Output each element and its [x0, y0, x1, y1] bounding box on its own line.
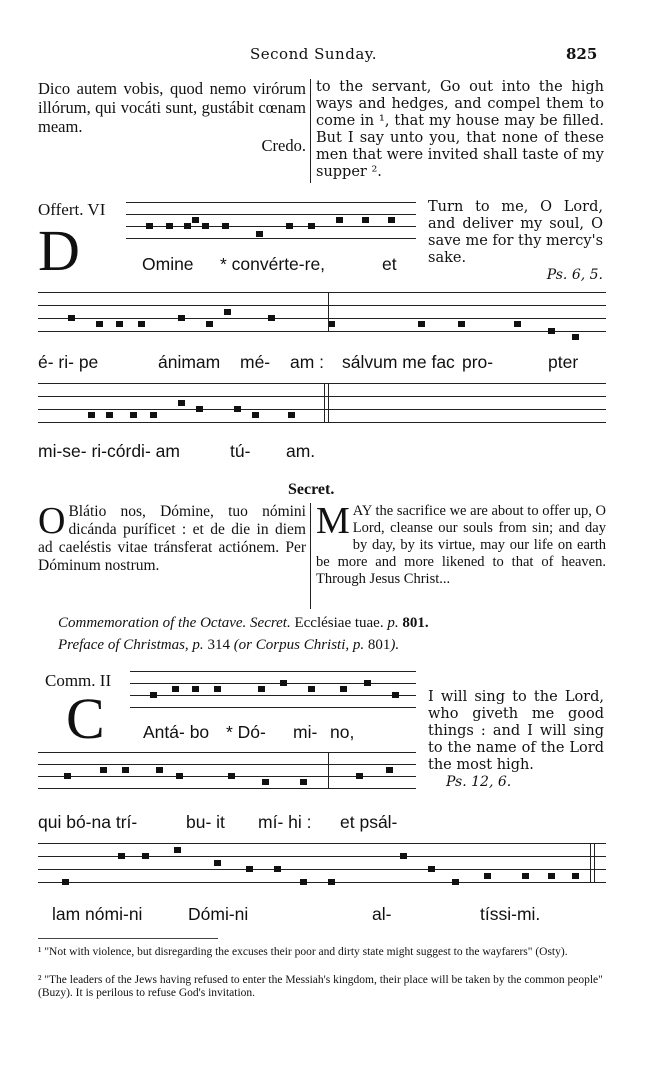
communion-lyric-2a: qui bó-na trí- — [38, 812, 138, 832]
preface-text: Preface of Christmas, p. — [58, 637, 204, 653]
communion-lyric-3c: al- — [372, 904, 392, 924]
offertory-label: Offert. VI — [38, 200, 106, 219]
communion-lyric-3b: Dómi-ni — [188, 904, 249, 924]
commemoration-text: Commemoration of the Octave. Secret. — [58, 615, 291, 631]
secret-title: Secret. — [288, 481, 335, 498]
offertory-lyric-1c: et — [382, 254, 397, 274]
offertory-lyric-2a: é- ri- pe — [38, 352, 99, 372]
preface-page: 314 — [207, 637, 230, 653]
page-number: 825 — [566, 45, 598, 63]
communion-staff-2 — [38, 752, 416, 798]
secret-latin — [38, 500, 306, 575]
secret-english — [316, 500, 606, 588]
communion-lyric-1a: Antá- bo — [143, 722, 210, 742]
preface-alt: (or Corpus Christi, p. — [233, 637, 365, 653]
communion-lyric-3a: lam nómi-ni — [52, 904, 143, 924]
gospel-latin — [38, 79, 306, 155]
offertory-lyric-1a: Omine — [142, 254, 194, 274]
communion-lyric-1d: no, — [330, 722, 355, 742]
secret-latin-text: Blátio nos, Dómine, tuo nómini dicánda puríficet : et de die in diem ad caeléstis vitae tránsferat actiónem. Per Dóminum nostrum. — [38, 503, 306, 574]
offertory-lyric-2b: ánimam — [158, 352, 221, 372]
communion-english — [428, 689, 604, 791]
footnote-rule — [38, 938, 218, 939]
secret-english-text: AY the sacrifice we are about to offer up, O Lord, cleanse our souls from sin; and day by day, by its virtue, may our life on earth be more and more likened to that of heaven. Through Jesus Christ... — [316, 503, 606, 587]
communion-initial: C — [66, 686, 105, 751]
offertory-lyric-3b: tú- — [230, 441, 251, 461]
gospel-english: to the servant, Go out into the high ways and hedges, and compel them to come in ¹, that my house may be filled. But I say unto you, that none of these men that were invited shall taste of my supper ². — [316, 79, 604, 180]
offertory-ref: Ps. 6, 5. — [546, 267, 603, 283]
footnote-1: ¹ "Not with violence, but disregarding the excuses their poor and dirty state might suggest to the wayfarers" (Osty). — [38, 946, 568, 958]
offertory-lyric-2c: mé- — [240, 352, 271, 372]
preface-line — [58, 637, 399, 654]
secret-column-divider — [310, 503, 311, 609]
offertory-lyric-1b: * convérte-re, — [220, 254, 326, 274]
running-title: Second Sunday. — [250, 45, 378, 63]
offertory-lyric-2d: am : — [290, 352, 325, 372]
communion-lyric-2b: bu- it — [186, 812, 225, 832]
communion-label: Comm. II — [45, 671, 112, 690]
offertory-initial: D — [38, 218, 80, 283]
communion-lyric-3d: tíssi-mi. — [480, 904, 541, 924]
commemoration-page-prefix: p. — [387, 615, 399, 631]
offertory-staff-2 — [38, 292, 606, 340]
footnote-2: ² "The leaders of the Jews having refused to enter the Messiah's kingdom, their place will be taken by the common people" (Buzy). It is perilous to refuse God's invitation. — [38, 974, 603, 999]
commemoration-incipit: Ecclésiae tuae. — [294, 615, 384, 631]
communion-english-text: I will sing to the Lord, who giveth me good things : and I will sing to the name of the Lord the most high. — [428, 689, 604, 773]
communion-staff-1 — [130, 671, 416, 713]
credo-label: Credo. — [261, 136, 306, 155]
offertory-staff-1 — [126, 202, 416, 244]
offertory-lyric-3c: am. — [286, 441, 316, 461]
secret-english-initial: M — [316, 500, 350, 542]
communion-lyric-1c: mi- — [293, 722, 318, 742]
column-divider — [310, 79, 311, 183]
communion-lyric-1b: * Dó- — [226, 722, 266, 742]
gospel-latin-text: Dico autem vobis, quod nemo virórum illórum, qui vocáti sunt, gustábit cœnam meam. — [38, 79, 306, 136]
offertory-staff-3 — [38, 383, 606, 431]
communion-lyric-2c: mí- hi : — [258, 812, 312, 832]
preface-close: ). — [390, 637, 400, 653]
offertory-english — [428, 199, 603, 284]
offertory-lyric-2f: pro- — [462, 352, 494, 372]
offertory-lyric-2e: sálvum me fac — [342, 352, 455, 372]
communion-lyric-2d: et psál- — [340, 812, 398, 832]
commemoration-line — [58, 615, 429, 632]
communion-staff-3 — [38, 843, 606, 891]
communion-ref: Ps. 12, 6. — [446, 774, 512, 790]
offertory-lyric-3a: mi-se- ri-córdi- am — [38, 441, 180, 461]
preface-alt-page: 801 — [367, 637, 391, 653]
commemoration-page: 801. — [402, 615, 429, 631]
secret-latin-initial: O — [38, 500, 66, 542]
offertory-lyric-2g: pter — [548, 352, 579, 372]
offertory-english-text: Turn to me, O Lord, and deliver my soul, O save me for thy mercy's sake. — [428, 199, 604, 266]
